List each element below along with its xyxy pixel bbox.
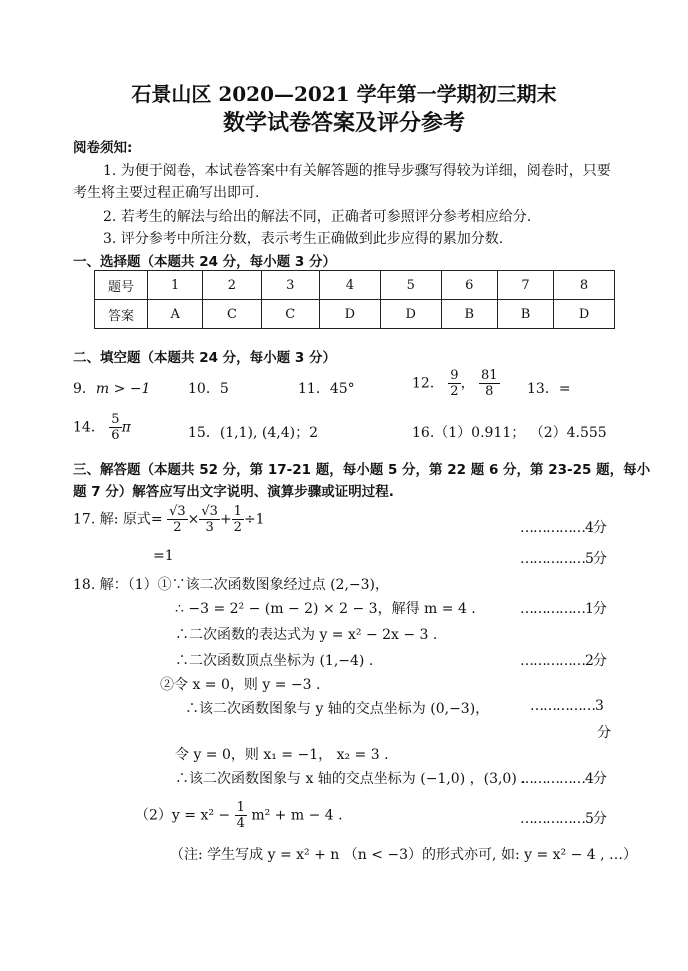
fraction: $\frac{1}{4}$	[236, 800, 245, 831]
q17-score-4: ……………4分	[520, 520, 606, 536]
row-label: 答案	[95, 300, 148, 329]
note-1-cont: 考生将主要过程正确写出即可.	[73, 185, 260, 201]
q18-line5: ②令 x = 0，则 y = −3 .	[160, 677, 321, 693]
section2-heading: 二、填空题（本题共 24 分，每小题 3 分）	[73, 350, 336, 366]
question-number: 3	[261, 271, 319, 300]
q18-score-2: ……………2分	[520, 653, 606, 669]
question-number: 2	[203, 271, 261, 300]
q17-expression: 17. 解: 原式= $\frac{√3}{2}$ × $\frac{√3}{3}$ + $\frac{1}{2}$ ÷1	[73, 504, 265, 535]
fraction: $\frac{√3}{3}$	[201, 504, 218, 535]
answer-cell: D	[319, 300, 380, 329]
answer-12: 12． $\frac{9}{2}$ ， $\frac{81}{8}$	[412, 368, 498, 399]
q18-note: （注: 学生写成 y = x² + n （n < −3）的形式亦可, 如: y = x² − 4 , …）	[170, 847, 638, 863]
answer-cell: D	[554, 300, 615, 329]
answer-9-value: m > −1	[95, 381, 151, 397]
q18-score-5: ……………5分	[520, 811, 606, 827]
answer-12-number: 12．	[412, 375, 444, 392]
title-line1: 石景山区 2020—2021 学年第一学期初三期末	[131, 82, 557, 106]
q18-line2: ∴ −3 = 2² − (m − 2) × 2 − 3，解得 m = 4 .	[175, 601, 476, 617]
q18-line6: ∴该二次函数图象与 y 轴的交点坐标为 (0,−3)，	[185, 701, 490, 717]
note-3: 3. 评分参考中所注分数，表示考生正确做到此步应得的累加分数.	[103, 231, 504, 247]
answer-cell: A	[148, 300, 203, 329]
table-row	[95, 271, 615, 300]
answer-cell: B	[497, 300, 553, 329]
fraction: $\frac{81}{8}$	[481, 368, 498, 399]
answer-16: 16.（1）0.911； （2）4.555	[412, 425, 607, 441]
answer-9	[73, 378, 150, 398]
row-label: 题号	[95, 271, 148, 300]
question-number: 5	[380, 271, 441, 300]
note-2: 2. 若考生的解法与给出的解法不同，正确者可参照评分参考相应给分.	[103, 209, 532, 225]
section1-heading: 一、选择题（本题共 24 分，每小题 3 分）	[73, 254, 336, 270]
q18-part2: （2）y = x² − $\frac{1}{4}$ m² + m − 4 .	[135, 800, 343, 831]
question-number: 7	[497, 271, 553, 300]
answer-9-number: 9．	[73, 381, 96, 397]
q18-score-3-unit: 分	[597, 725, 611, 741]
fraction: $\frac{1}{2}$	[233, 504, 242, 535]
question-number: 8	[554, 271, 615, 300]
q18-line8: ∴该二次函数图象与 x 轴的交点坐标为 (−1,0) ，(3,0) .	[175, 771, 526, 787]
q18-score-1: ……………1分	[520, 601, 606, 617]
answer-table	[94, 270, 615, 329]
fraction: $\frac{9}{2}$	[450, 368, 459, 399]
title-line2: 数学试卷答案及评分参考	[222, 110, 465, 136]
q17-score-5: ……………5分	[520, 551, 606, 567]
question-number: 1	[148, 271, 203, 300]
answer-10: 10．5	[188, 381, 229, 397]
q18-line1: 18. 解：（1）①∵该二次函数图象经过点 (2,−3)，	[73, 577, 389, 593]
answer-cell: D	[380, 300, 441, 329]
answer-14: 14． $\frac{5}{6}$ π	[73, 412, 131, 443]
answer-cell: C	[203, 300, 261, 329]
q18-line4: ∴二次函数顶点坐标为 (1,−4) .	[175, 653, 374, 669]
fraction: $\frac{5}{6}$	[111, 412, 120, 443]
q18-score-3: ……………3	[530, 698, 603, 714]
question-number: 4	[319, 271, 380, 300]
table-row	[95, 300, 615, 329]
answer-15: 15．(1,1), (4,4)；2	[188, 425, 318, 441]
question-number: 6	[441, 271, 497, 300]
q18-line7: 令 y = 0，则 x₁ = −1， x₂ = 3 .	[175, 747, 389, 763]
section3-heading: 三、解答题（本题共 52 分，第 17-21 题，每小题 5 分，第 22 题 6 分，第 23-25 题，每小	[73, 462, 651, 478]
fraction: $\frac{√3}{2}$	[169, 504, 186, 535]
q18-score-4: ……………4分	[520, 771, 606, 787]
section3-heading-cont: 题 7 分）解答应写出文字说明、演算步骤或证明过程.	[73, 484, 394, 500]
note-1: 1. 为便于阅卷，本试卷答案中有关解答题的推导步骤写得较为详细，阅卷时，只要	[103, 163, 611, 179]
answer-13: 13．=	[527, 381, 571, 397]
answer-cell: C	[261, 300, 319, 329]
answer-cell: B	[441, 300, 497, 329]
q18-line3: ∴二次函数的表达式为 y = x² − 2x − 3 .	[175, 627, 438, 643]
notes-heading: 阅卷须知:	[73, 140, 133, 156]
q17-label: 17. 解: 原式=	[73, 511, 163, 528]
answer-14-number: 14．	[73, 419, 105, 436]
answer-11: 11．45°	[298, 381, 355, 397]
q17-result: =1	[153, 548, 174, 564]
